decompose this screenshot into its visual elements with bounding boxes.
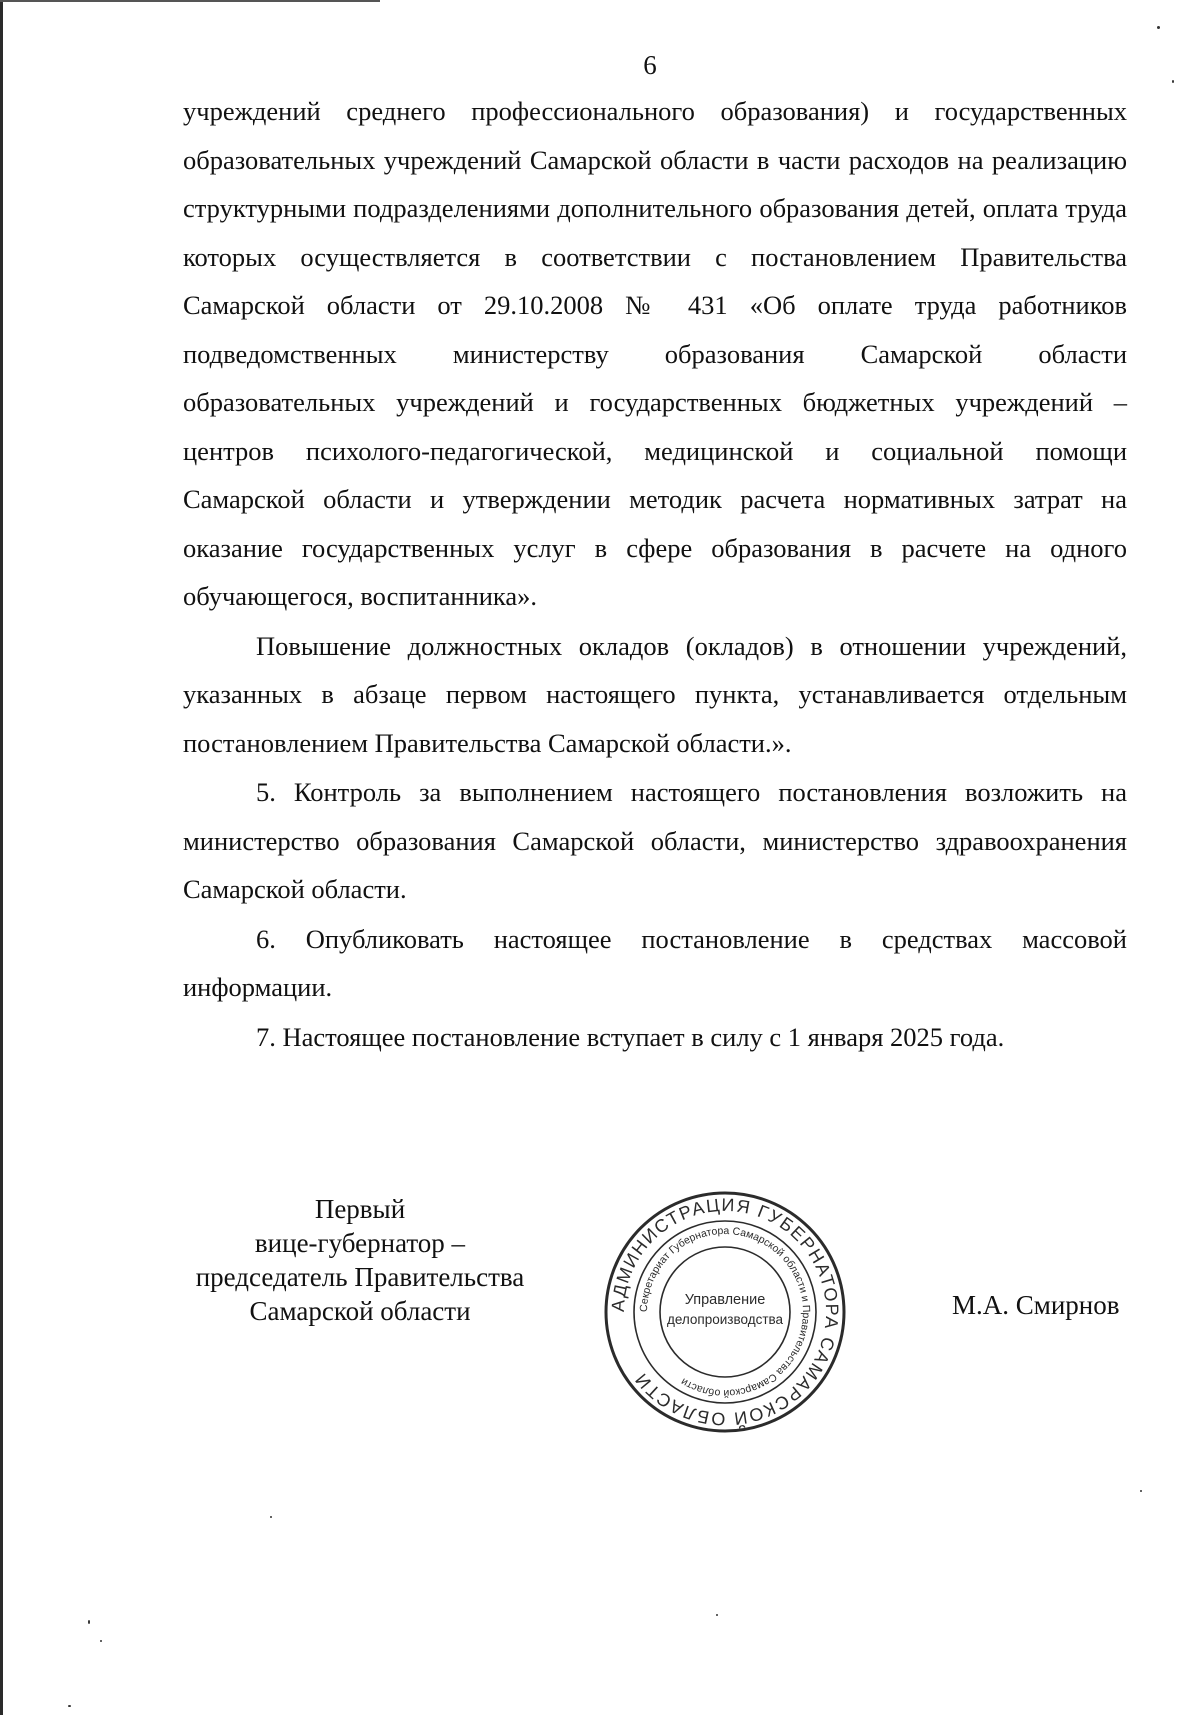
signatory-title (170, 1192, 550, 1328)
scan-speck (1157, 26, 1160, 29)
signatory-name: М.А. Смирнов (952, 1290, 1120, 1320)
paragraph-item-5: 5. Контроль за выполнением настоящего постановления возложить на министерство образования Самарской области, министерство здравоохранения Самарской области. (183, 777, 1127, 904)
scan-edge-left (0, 0, 3, 1715)
scan-speck (100, 1640, 102, 1642)
signatory-title-line: вице-губернатор – (254, 1228, 466, 1258)
paragraph-item-6: 6. Опубликовать настоящее постановление в средствах массовой информации. (183, 923, 1127, 1002)
scan-edge-top (0, 0, 380, 2)
scan-speck (88, 1620, 90, 1624)
paragraph-continuation: учреждений среднего профессионального образования) и государственных образовательных учреждений Самарской области в части расходов на реализацию структурными подразделениями дополнительного образования детей, оплата труда которых осуществляется в соответствии с постановлением Правительства Самарской области от 29.10.2008 № 431 «Об оплате труда работников подведомственных министерству образования Самарской области образовательных учреждений и государственных бюджетных учреждений – центров психолого-педагогической, медицинской и социальной помощи Самарской области и утверждении методик расчета нормативных затрат на оказание государственных услуг в сфере образования в расчете на одного обучающегося, воспитанника». (183, 96, 1127, 611)
official-stamp (600, 1187, 850, 1437)
scan-speck (716, 1614, 718, 1616)
signatory-title-line: Самарской области (249, 1296, 471, 1326)
stamp-middle-text: Секретариат Губернатора Самарской области и Правительства Самарской области (637, 1224, 813, 1400)
paragraph-item-7: 7. Настоящее постановление вступает в силу с 1 января 2025 года. (256, 1021, 1005, 1052)
scan-speck (270, 1516, 272, 1518)
page-number: 6 (643, 50, 657, 80)
stamp-center-line-2: делопроизводства (666, 1312, 784, 1327)
signatory-title-line: председатель Правительства (195, 1262, 525, 1292)
stamp-outer-text: АДМИНИСТРАЦИЯ ГУБЕРНАТОРА САМАРСКОЙ ОБЛАСТИ (607, 1194, 843, 1430)
paragraph-salary-increase: Повышение должностных окладов (окладов) в отношении учреждений, указанных в абзаце первом настоящего пункта, устанавливается отдельным постановлением Правительства Самарской области.». (183, 630, 1127, 758)
signatory-title-line: Первый (314, 1194, 406, 1224)
stamp-center-line-1: Управление (684, 1292, 766, 1308)
scan-speck (68, 1705, 71, 1707)
scan-speck (1140, 1490, 1142, 1492)
document-body (183, 87, 1127, 1061)
scan-speck (1172, 80, 1174, 83)
